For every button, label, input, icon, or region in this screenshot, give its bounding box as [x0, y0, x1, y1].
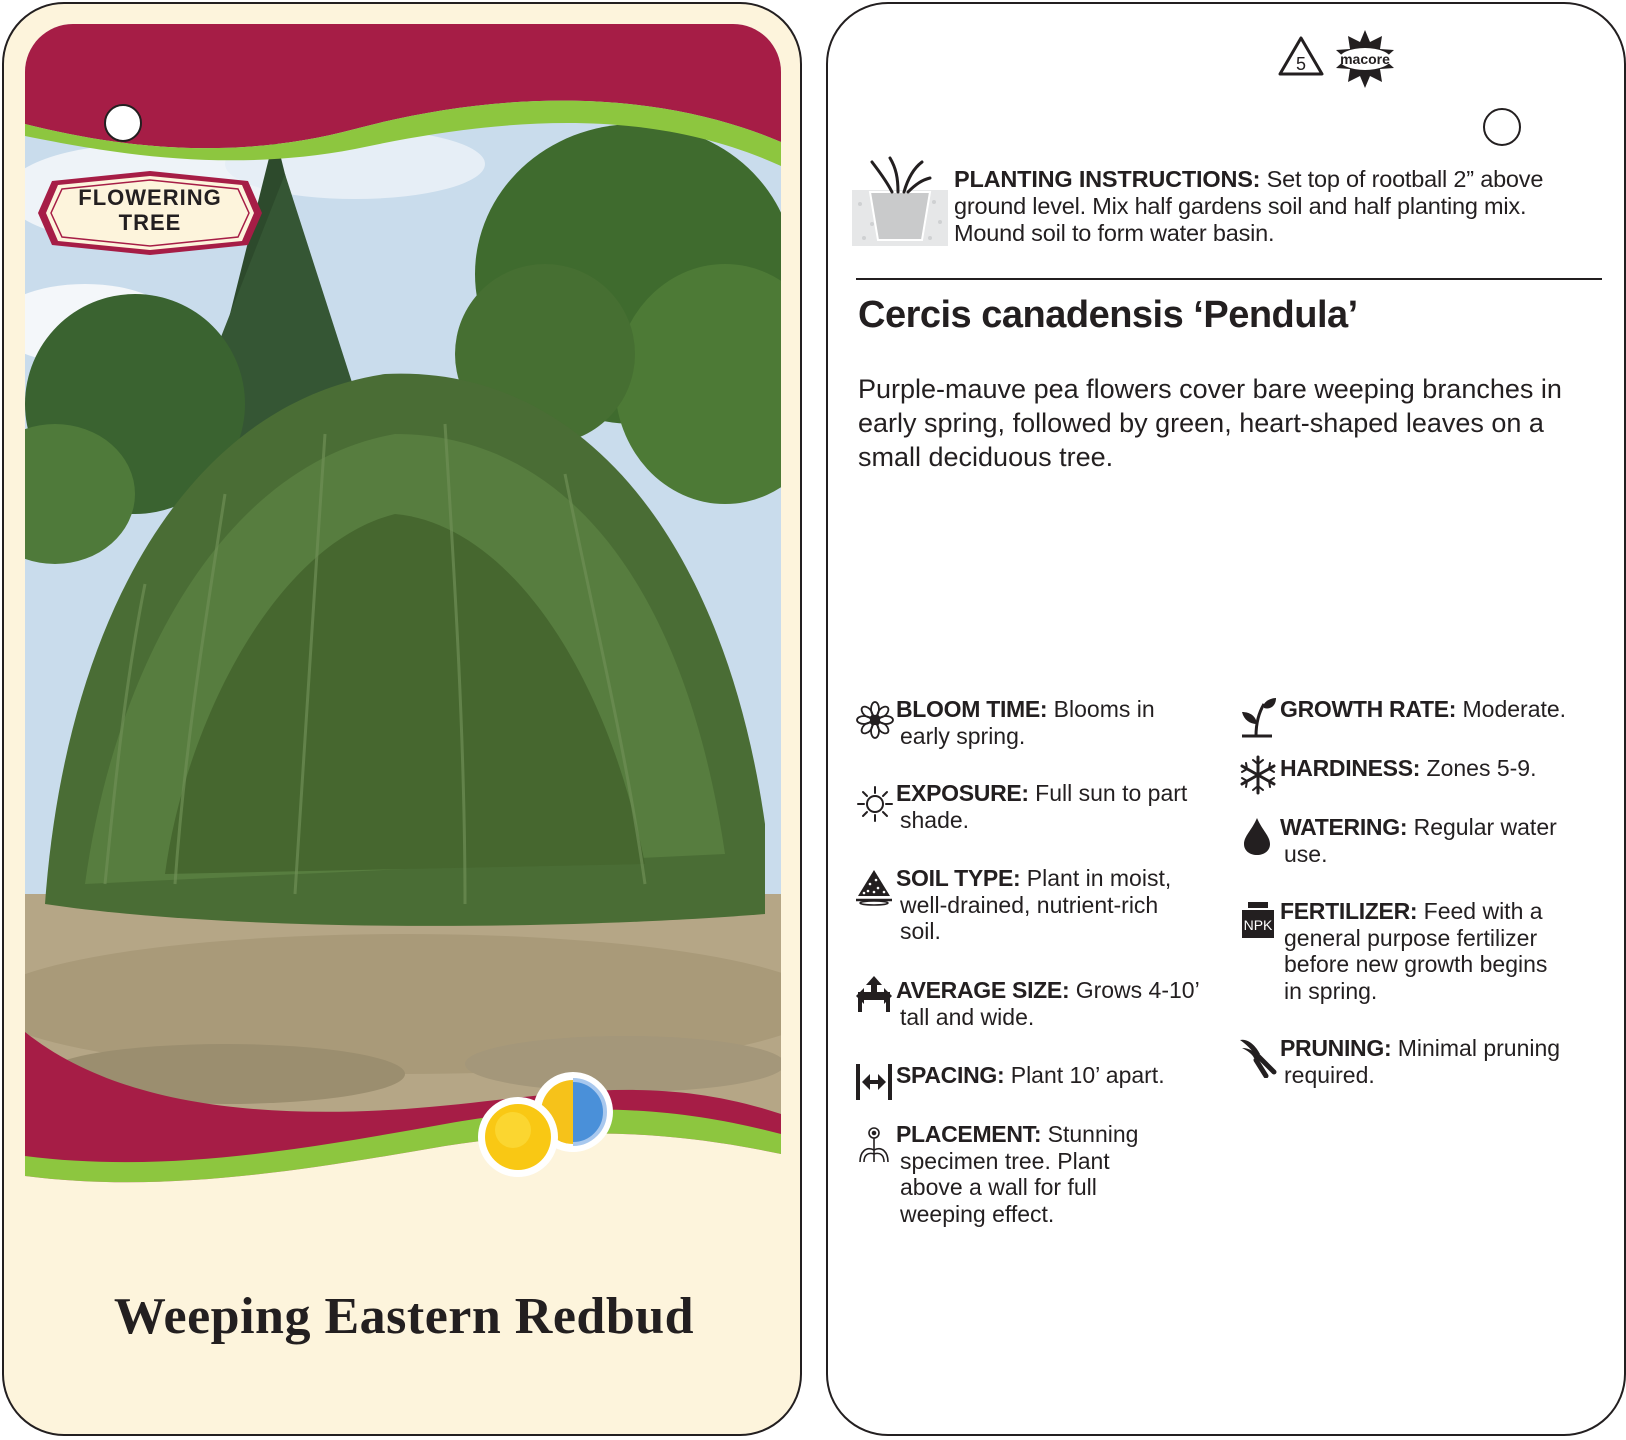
attr-text-cont: soil. [900, 918, 941, 944]
macore-text: macore [1340, 51, 1390, 67]
attr-placement [896, 1121, 1236, 1227]
planting-instructions [954, 166, 1594, 247]
badge-text [38, 185, 262, 235]
attr-soil-type [896, 865, 1236, 945]
size-icon [854, 974, 894, 1014]
plant-common-name: Weeping Eastern Redbud [113, 1288, 695, 1345]
growth-icon [1238, 696, 1278, 738]
attr-pruning [1280, 1035, 1620, 1088]
attr-average-size [896, 977, 1236, 1030]
attr-label: WATERING: [1280, 814, 1408, 840]
attr-label: BLOOM TIME: [896, 696, 1048, 722]
attr-text: Moderate. [1456, 696, 1567, 722]
attr-text-cont: shade. [900, 806, 970, 833]
attr-bloom-time [896, 696, 1226, 749]
snowflake-icon [1238, 755, 1278, 795]
attr-text: Feed with a [1417, 898, 1543, 924]
attr-text: Plant in moist, [1020, 865, 1172, 891]
full-sun-icon [478, 1097, 558, 1177]
attr-text-cont: in spring. [1284, 977, 1378, 1004]
hanging-hole [104, 104, 142, 142]
recycle-icon [1276, 34, 1326, 80]
water-drop-icon [1240, 816, 1274, 856]
attr-watering [1280, 814, 1610, 867]
attr-text-cont: early spring. [900, 722, 1026, 749]
attr-label: AVERAGE SIZE: [896, 977, 1070, 1003]
sun-icon [856, 785, 894, 823]
attr-text-cont: well-drained, nutrient-rich [900, 891, 1159, 918]
macore-logo [1330, 28, 1400, 88]
attr-text: Plant 10’ apart. [1004, 1062, 1165, 1088]
attr-text-cont: required. [1284, 1061, 1375, 1088]
npk-icon [1238, 900, 1278, 940]
plant-description: Purple-mauve pea flowers cover bare weeping branches in early spring, followed by green, heart-shaped leaves on a small deciduous tree. [858, 374, 1562, 472]
sun-exposure-icons [475, 1064, 635, 1184]
attr-text-cont: use. [1284, 840, 1328, 867]
botanical-name: Cercis canadensis ‘Pendula’ [858, 294, 1358, 336]
attr-text: Regular water [1407, 814, 1557, 840]
attr-label: SPACING: [896, 1062, 1005, 1088]
attr-exposure [896, 780, 1226, 833]
planting-body: Set top of rootball 2” above ground level. Mix half gardens soil and half planting mix. Mound soil to form water basin. [954, 166, 1544, 246]
spacing-icon [854, 1062, 894, 1102]
npk-icon-text: NPK [1243, 917, 1273, 933]
attr-text-cont: tall and wide. [900, 1003, 1035, 1030]
front-tag [2, 2, 802, 1436]
planting-label: PLANTING INSTRUCTIONS: [954, 166, 1261, 192]
soil-icon [854, 866, 894, 906]
attr-label: SOIL TYPE: [896, 865, 1021, 891]
attr-fertilizer [1280, 898, 1620, 1004]
attr-text: Full sun to part [1028, 780, 1188, 806]
planting-pot-icon [852, 154, 948, 250]
attr-hardiness [1280, 755, 1610, 782]
attr-text: Grows 4-10’ [1069, 977, 1200, 1003]
attr-label: HARDINESS: [1280, 755, 1421, 781]
attr-label: PLACEMENT: [896, 1121, 1042, 1147]
back-tag [826, 2, 1626, 1436]
badge-line-2: TREE [118, 210, 182, 235]
divider [856, 278, 1602, 280]
attr-text-cont: specimen tree. Plant [900, 1147, 1110, 1174]
attr-spacing [896, 1062, 1236, 1089]
attr-text: Zones 5-9. [1420, 755, 1537, 781]
attr-text: Blooms in [1047, 696, 1155, 722]
attr-text-cont: before new growth begins [1284, 951, 1548, 977]
badge-line-1: FLOWERING [78, 185, 222, 210]
attr-growth-rate [1280, 696, 1610, 723]
attr-text-cont: general purpose fertilizer [1284, 924, 1538, 951]
attr-text-cont: above a wall for full [900, 1174, 1097, 1200]
placement-icon [854, 1124, 894, 1164]
recycle-number: 5 [1295, 54, 1307, 74]
attr-text-cont: weeping effect. [900, 1200, 1055, 1227]
category-badge [38, 171, 262, 255]
pruners-icon [1238, 1036, 1278, 1078]
flower-icon [856, 701, 894, 739]
hanging-hole [1483, 108, 1521, 146]
attr-text: Stunning [1041, 1121, 1139, 1147]
attr-label: FERTILIZER: [1280, 898, 1418, 924]
attr-label: EXPOSURE: [896, 780, 1029, 806]
attr-label: GROWTH RATE: [1280, 696, 1457, 722]
attr-label: PRUNING: [1280, 1035, 1392, 1061]
attr-text: Minimal pruning [1391, 1035, 1561, 1061]
